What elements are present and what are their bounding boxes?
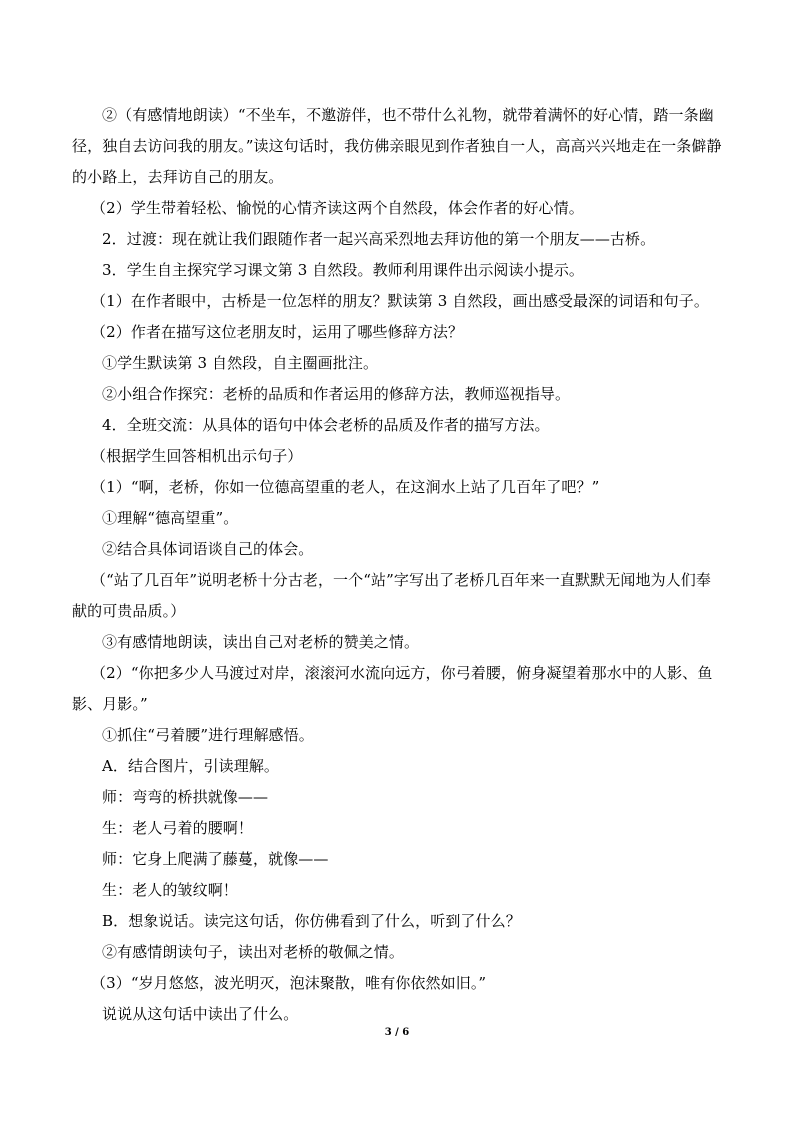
- paragraph: A．结合图片，引读理解。: [102, 757, 280, 775]
- paragraph: （“站了几百年”说明老桥十分古老，一个“站”字写出了老桥几百年来一直默默无闻地为人们奉献的可贵品质。）: [72, 571, 711, 620]
- paragraph: 生：老人弓着的腰啊！: [102, 819, 254, 837]
- paragraph: （1）在作者眼中，古桥是一位怎样的朋友？默读第 3 自然段，画出感受最深的词语和句子。: [91, 292, 709, 310]
- paragraph: ②小组合作探究：老桥的品质和作者运用的修辞方法，教师巡视指导。: [102, 385, 571, 403]
- paragraph: ①理解“德高望重”。: [102, 509, 239, 527]
- paragraph: 2．过渡：现在就让我们跟随作者一起兴高采烈地去拜访他的第一个朋友——古桥。: [102, 230, 656, 248]
- paragraph: ①学生默读第 3 自然段，自主圈画批注。: [102, 354, 379, 372]
- paragraph: （2）学生带着轻松、愉悦的心情齐读这两个自然段，体会作者的好心情。: [91, 199, 584, 217]
- paragraph: 生：老人的皱纹啊！: [102, 881, 238, 899]
- paragraph: （1）“啊，老桥，你如一位德高望重的老人，在这涧水上站了几百年了吧？”: [91, 478, 600, 496]
- paragraph: ②结合具体词语谈自己的体会。: [102, 540, 314, 558]
- paragraph: （根据学生回答相机出示句子）: [91, 447, 303, 465]
- paragraph: ②（有感情地朗读）“不坐车，不邀游伴，也不带什么礼物，就带着满怀的好心情，踏一条幽径，独自去访问我的朋友。”读这句话时，我仿佛亲眼见到作者独自一人，高高兴兴地走在一条僻静的小路上，去拜访自己的朋友。: [72, 106, 722, 186]
- paragraph: （2）“你把多少人马渡过对岸，滚滚河水流向远方，你弓着腰，俯身凝望着那水中的人影、鱼影、月影。”: [72, 664, 713, 713]
- paragraph: 师：弯弯的桥拱就像——: [102, 788, 269, 806]
- paragraph: 说说从这句话中读出了什么。: [102, 1005, 299, 1023]
- paragraph: ②有感情朗读句子，读出对老桥的敬佩之情。: [102, 943, 405, 961]
- paragraph: 3．学生自主探究学习课文第 3 自然段。教师利用课件出示阅读小提示。: [102, 261, 585, 279]
- paragraph: ③有感情地朗读，读出自己对老桥的赞美之情。: [102, 633, 420, 651]
- paragraph: B．想象说话。读完这句话，你仿佛看到了什么，听到了什么？: [102, 912, 521, 930]
- paragraph: 师：它身上爬满了藤蔓，就像——: [102, 850, 329, 868]
- paragraph: （3）“岁月悠悠，波光明灭，泡沫聚散，唯有你依然如旧。”: [91, 974, 487, 992]
- document-body: [72, 100, 722, 1030]
- page-number: 3 / 6: [384, 1027, 410, 1038]
- paragraph: 4．全班交流：从具体的语句中体会老桥的品质及作者的描写方法。: [102, 416, 550, 434]
- paragraph: ①抓住“弓着腰”进行理解感悟。: [102, 726, 314, 744]
- paragraph: （2）作者在描写这位老朋友时，运用了哪些修辞方法？: [91, 323, 464, 341]
